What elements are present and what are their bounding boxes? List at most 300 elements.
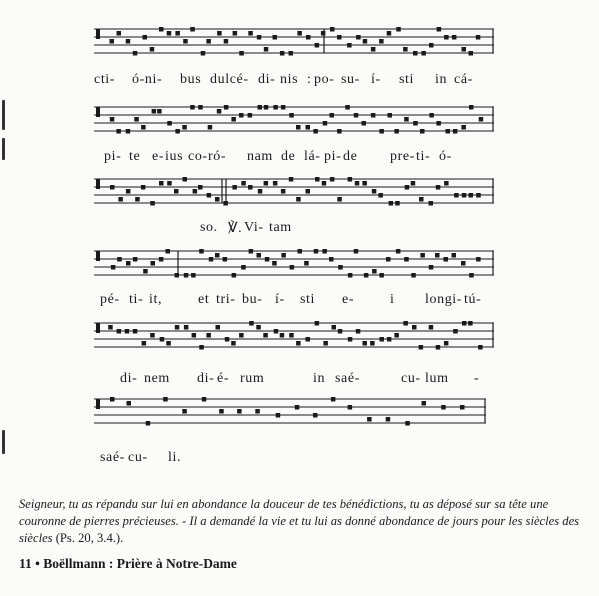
neume — [167, 181, 172, 186]
neume — [453, 129, 458, 134]
neume — [111, 265, 116, 270]
neume — [345, 105, 350, 110]
neume — [274, 329, 279, 334]
neume — [237, 409, 242, 414]
syllable: cu- — [401, 371, 421, 386]
neume — [146, 421, 151, 426]
neume — [193, 189, 198, 194]
neume — [422, 401, 427, 406]
neume — [469, 105, 474, 110]
neume — [363, 341, 368, 346]
neume — [331, 397, 336, 402]
neume — [206, 39, 211, 44]
neume — [330, 177, 335, 182]
neume — [461, 261, 466, 266]
neume — [289, 333, 294, 338]
lyrics-line — [94, 371, 514, 389]
translation-caption — [19, 496, 584, 547]
neume — [444, 341, 449, 346]
neume — [371, 113, 376, 118]
neume — [378, 193, 383, 198]
neume — [295, 405, 300, 410]
neume — [276, 413, 281, 418]
syllable: lum — [425, 371, 449, 386]
neume — [175, 129, 180, 134]
neume — [315, 321, 320, 326]
neume — [199, 345, 204, 350]
neume — [125, 329, 130, 334]
syllable: rum — [240, 371, 265, 386]
lyrics-line — [94, 292, 514, 310]
neume — [167, 31, 172, 36]
neume — [306, 337, 311, 342]
neume — [437, 27, 442, 32]
neume — [444, 35, 449, 40]
neume — [216, 325, 221, 330]
neume — [273, 35, 278, 40]
neume — [289, 113, 294, 118]
neume — [370, 341, 375, 346]
neume — [135, 197, 140, 202]
neume — [446, 129, 451, 134]
neume — [150, 333, 155, 338]
neume — [348, 273, 353, 278]
syllable: ti- — [129, 292, 144, 307]
neume — [249, 321, 254, 326]
neume — [396, 249, 401, 254]
neume — [209, 257, 214, 262]
neume — [256, 325, 261, 330]
binding-mark — [2, 100, 5, 130]
staff-lines — [94, 104, 494, 134]
neume — [396, 27, 401, 32]
neume — [452, 253, 457, 258]
syllable: ró- — [208, 149, 227, 164]
neume — [215, 197, 220, 202]
staff — [94, 248, 494, 276]
neume — [332, 325, 337, 330]
neume — [315, 43, 320, 48]
syllable: é- — [217, 371, 230, 386]
neume — [436, 185, 441, 190]
neume — [469, 51, 474, 56]
neume — [337, 197, 342, 202]
neume — [367, 417, 372, 422]
staff — [94, 26, 494, 54]
syllable: pi- — [324, 149, 342, 164]
neume — [258, 189, 263, 194]
neume — [126, 261, 131, 266]
neume — [306, 125, 311, 130]
neume — [411, 273, 416, 278]
neume — [462, 321, 467, 326]
neume — [297, 31, 302, 36]
neume — [191, 273, 196, 278]
neume — [248, 113, 253, 118]
neume — [133, 51, 138, 56]
neume — [219, 409, 224, 414]
neume — [478, 345, 483, 350]
syllable: í- — [371, 72, 381, 87]
syllable: saé- — [100, 450, 125, 465]
neume — [239, 51, 244, 56]
neume — [143, 269, 148, 274]
lyrics-line — [94, 72, 514, 90]
syllable: in — [435, 72, 448, 87]
syllable: cti- — [94, 72, 116, 87]
neume — [298, 249, 303, 254]
neume — [232, 185, 237, 190]
neume — [223, 201, 228, 206]
neume — [133, 257, 138, 262]
neume — [337, 35, 342, 40]
neume — [429, 325, 434, 330]
neume — [387, 31, 392, 36]
neume — [174, 189, 179, 194]
neume — [323, 121, 328, 126]
neume — [183, 39, 188, 44]
neume — [304, 261, 309, 266]
neume — [257, 253, 262, 258]
neume — [354, 249, 359, 254]
neume — [280, 51, 285, 56]
syllable: de — [343, 149, 358, 164]
neume — [110, 185, 115, 190]
neume — [207, 193, 212, 198]
neume — [223, 257, 228, 262]
neume — [444, 181, 449, 186]
neume — [362, 121, 367, 126]
neume — [117, 329, 122, 334]
neume — [289, 51, 294, 56]
syllable: te — [129, 149, 141, 164]
neume — [160, 337, 165, 342]
neume — [469, 273, 474, 278]
page-footer: 11 • Boëllmann : Prière à Notre-Dame — [19, 556, 237, 571]
neume — [133, 329, 138, 334]
syllable: di- — [197, 371, 215, 386]
neume — [348, 337, 353, 342]
neume — [289, 177, 294, 182]
syllable: tam — [269, 220, 292, 235]
neume — [201, 51, 206, 56]
neume — [386, 417, 391, 422]
neume — [141, 125, 146, 130]
staff-lines — [94, 320, 494, 350]
neume — [150, 47, 155, 52]
neume — [239, 113, 244, 118]
neume — [202, 397, 207, 402]
neume — [338, 265, 343, 270]
neume — [356, 329, 361, 334]
neume — [150, 201, 155, 206]
staff-lines — [94, 248, 494, 278]
neume — [347, 43, 352, 48]
neume — [413, 51, 418, 56]
staff — [94, 320, 494, 348]
neume — [462, 193, 467, 198]
neume — [110, 397, 115, 402]
neume — [152, 109, 157, 114]
neume — [429, 113, 434, 118]
neume — [281, 253, 286, 258]
neume — [117, 31, 122, 36]
neume — [184, 325, 189, 330]
neume — [110, 39, 115, 44]
syllable: cá- — [454, 72, 473, 87]
lyrics-line — [94, 220, 514, 238]
neume — [323, 341, 328, 346]
syllable: co- — [188, 149, 208, 164]
staff — [94, 396, 494, 424]
syllable: di- — [120, 371, 138, 386]
syllable: li. — [168, 450, 182, 465]
neume — [257, 35, 262, 40]
neume — [255, 409, 259, 414]
syllable: it, — [149, 292, 163, 307]
neume — [273, 181, 278, 186]
neume — [241, 181, 246, 186]
neume — [108, 325, 113, 330]
neume — [126, 129, 131, 134]
syllable: ó-ni- — [132, 72, 163, 87]
neume — [387, 337, 392, 342]
neume — [264, 47, 269, 52]
syllable: po- — [314, 72, 335, 87]
neume — [263, 333, 268, 338]
neume — [231, 117, 236, 122]
neume — [462, 47, 467, 52]
neume — [388, 113, 393, 118]
neume — [404, 257, 409, 262]
neume — [265, 257, 270, 262]
neume — [420, 253, 425, 258]
neume — [356, 35, 361, 40]
syllable: et — [198, 292, 210, 307]
caption-text: Seigneur, tu as répandu sur lui en abondance la douceur de tes bénédictions, tu as déposé sur sa tête une couronne de pierres précieuses. - Il a demandé la vie et tu lui as donné abondance de jours pour les siècles des siècles — [19, 496, 580, 545]
syllable: bus — [180, 72, 202, 87]
neume — [421, 51, 426, 56]
syllable: in — [313, 371, 326, 386]
neume — [143, 35, 148, 40]
neume — [159, 27, 164, 32]
syllable: longi- — [425, 292, 463, 307]
neume — [420, 129, 425, 134]
neume — [175, 273, 180, 278]
neume — [198, 105, 203, 110]
neume — [354, 113, 359, 118]
neume — [405, 185, 410, 190]
neume — [348, 177, 353, 182]
neume — [412, 325, 417, 330]
syllable: bu- — [242, 292, 263, 307]
neume — [217, 109, 222, 114]
neume — [372, 269, 377, 274]
neume — [476, 193, 481, 198]
neume — [313, 129, 318, 134]
neume — [166, 249, 171, 254]
neume — [183, 177, 188, 182]
syllable: ius — [165, 149, 184, 164]
neume — [166, 341, 171, 346]
syllable: tri- — [216, 292, 236, 307]
neume — [248, 31, 253, 36]
neume — [273, 105, 278, 110]
neume — [296, 125, 301, 130]
neume — [394, 129, 399, 134]
neume — [217, 31, 222, 36]
neume — [435, 253, 440, 258]
syllable: pé- — [100, 292, 120, 307]
syllable: i — [390, 292, 395, 307]
syllable: - — [474, 371, 480, 386]
neume — [329, 257, 334, 262]
neume — [403, 47, 408, 52]
neume — [429, 43, 434, 48]
neume — [224, 105, 229, 110]
neume — [159, 257, 164, 262]
neume — [315, 177, 320, 182]
neume — [306, 35, 311, 40]
staff — [94, 176, 494, 204]
syllable: saé- — [335, 371, 360, 386]
neume — [281, 105, 286, 110]
neume — [454, 193, 459, 198]
clef-mark — [96, 399, 100, 409]
neume — [199, 249, 204, 254]
neume — [403, 321, 408, 326]
neume — [272, 261, 277, 266]
neume — [249, 249, 254, 254]
neume — [362, 181, 367, 186]
neume — [206, 333, 211, 338]
neume — [198, 185, 203, 190]
neume — [151, 261, 156, 266]
neume — [225, 337, 230, 342]
neume — [167, 121, 172, 126]
syllable: e- — [342, 292, 355, 307]
neume — [142, 341, 147, 346]
neume — [469, 193, 474, 198]
staff-lines — [94, 26, 494, 56]
syllable: pi- — [104, 149, 122, 164]
neume — [157, 109, 162, 114]
neume — [248, 185, 253, 190]
neume — [436, 345, 441, 350]
neume — [233, 31, 238, 36]
syllable: nem — [144, 371, 170, 386]
binding-mark — [2, 430, 5, 454]
versicle-symbol: ℣. — [228, 221, 243, 236]
neume — [163, 397, 168, 402]
neume — [460, 405, 465, 410]
neume — [479, 117, 484, 122]
neume — [208, 125, 213, 130]
neume — [395, 201, 400, 206]
syllable: sti — [300, 292, 316, 307]
syllable: lá- — [304, 149, 321, 164]
neume — [404, 117, 409, 122]
syllable: sti — [399, 72, 415, 87]
neume — [441, 405, 446, 410]
neume — [134, 117, 139, 122]
neume — [224, 39, 229, 44]
neume — [314, 249, 319, 254]
neume — [322, 181, 327, 186]
neume — [386, 257, 391, 262]
syllable: so. — [200, 220, 218, 235]
neume — [413, 121, 418, 126]
neume — [182, 125, 187, 130]
neume — [452, 35, 457, 40]
clef-mark — [96, 107, 100, 117]
neume — [330, 113, 335, 118]
syllable: nam — [247, 149, 273, 164]
neume — [290, 265, 295, 270]
syllable: í- — [275, 292, 285, 307]
staff — [94, 104, 494, 132]
neume — [380, 337, 385, 342]
neume — [258, 105, 263, 110]
neume — [322, 249, 327, 254]
neume — [231, 341, 236, 346]
staff-lines — [94, 396, 494, 426]
syllable: Vi- — [244, 220, 264, 235]
syllable: : — [307, 72, 312, 87]
neume — [280, 333, 285, 338]
neume — [363, 39, 368, 44]
neume — [379, 129, 384, 134]
lyrics-line — [94, 149, 514, 167]
neume — [118, 197, 123, 202]
neume — [184, 273, 189, 278]
neume — [141, 185, 146, 190]
neume — [379, 39, 384, 44]
neume — [239, 333, 244, 338]
neume — [126, 39, 131, 44]
syllable: ti- — [416, 149, 431, 164]
neume — [110, 117, 115, 122]
neume — [190, 105, 195, 110]
syllable: nis — [280, 72, 299, 87]
neume — [321, 31, 326, 36]
neume — [476, 35, 481, 40]
psalm-reference: (Ps. 20, 3.4.). — [52, 530, 124, 545]
neume — [192, 333, 197, 338]
clef-mark — [96, 29, 100, 39]
neume — [306, 189, 311, 194]
neume — [394, 333, 399, 338]
neume — [355, 181, 360, 186]
neume — [429, 265, 434, 270]
neume — [313, 413, 318, 418]
neume — [296, 341, 301, 346]
neume — [159, 181, 164, 186]
neume — [175, 31, 180, 36]
binding-margin — [0, 0, 14, 596]
neume — [372, 189, 377, 194]
neume — [453, 329, 458, 334]
neume — [175, 325, 180, 330]
neume — [411, 181, 416, 186]
neume — [126, 189, 130, 194]
neume — [182, 409, 187, 414]
neume — [476, 257, 481, 262]
neume — [264, 181, 269, 186]
binding-mark — [2, 138, 5, 160]
neume — [419, 345, 424, 350]
syllable: pre- — [390, 149, 415, 164]
